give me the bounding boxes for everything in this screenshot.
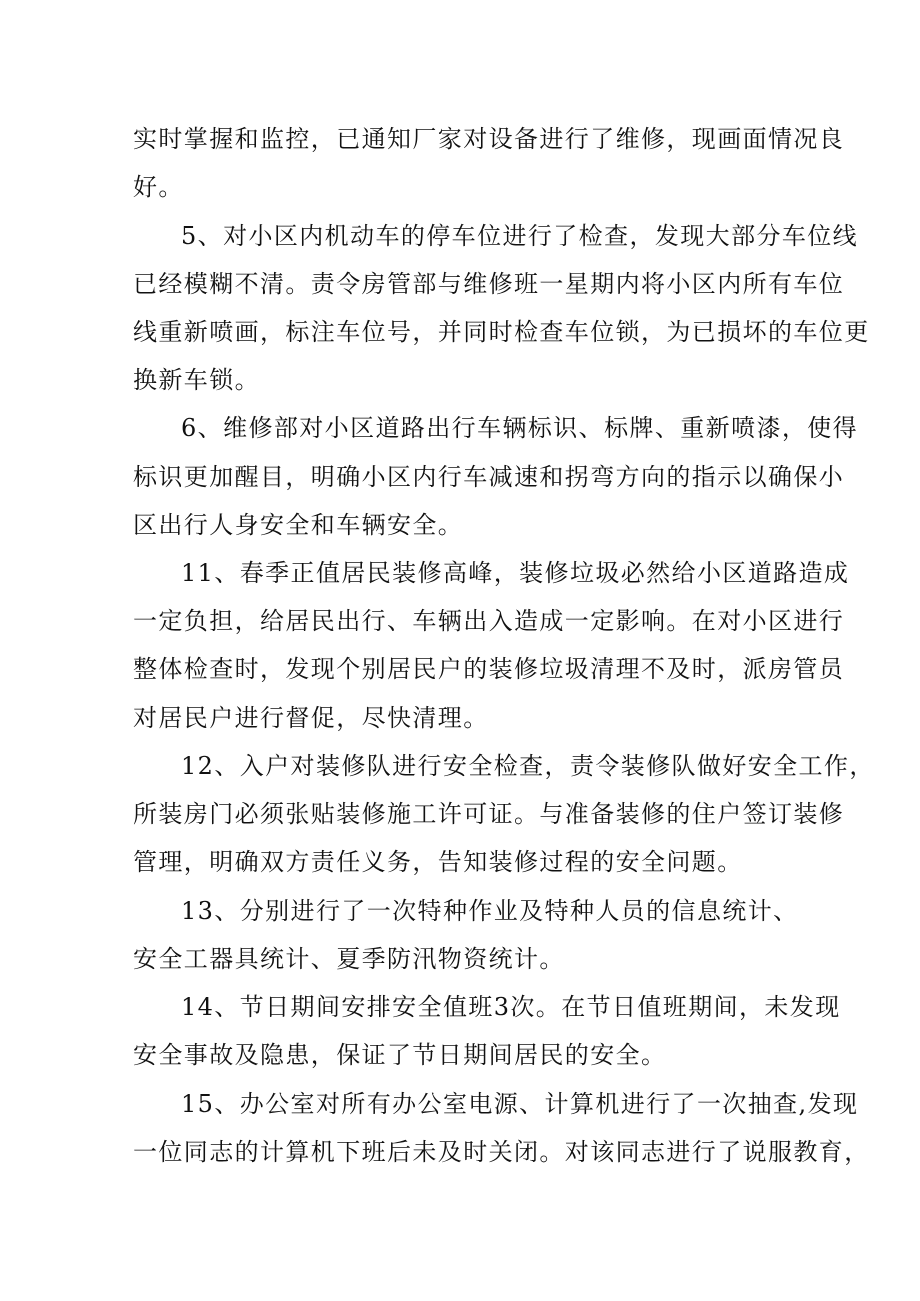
paragraph-line: 好。: [133, 173, 184, 201]
paragraph-line: 整体检查时，发现个别居民户的装修垃圾清理不及时，派房管员: [133, 655, 845, 683]
paragraph-line: 实时掌握和监控，已通知厂家对设备进行了维修，现画面情况良: [133, 125, 845, 153]
paragraph-line: 12、入户对装修队进行安全检查，责令装修队做好安全工作，: [181, 752, 875, 780]
paragraph-line: 6、维修部对小区道路出行车辆标识、标牌、重新喷漆，使得: [181, 414, 859, 442]
paragraph-line: 所装房门必须张贴装修施工许可证。与准备装修的住户签订装修: [133, 800, 845, 828]
paragraph-line: 14、节日期间安排安全值班3次。在节日值班期间，未发现: [181, 993, 841, 1021]
paragraph-line: 11、春季正值居民装修高峰，装修垃圾必然给小区道路造成: [181, 559, 850, 587]
paragraph-line: 线重新喷画，标注车位号，并同时检查车位锁，为已损坏的车位更: [133, 318, 870, 346]
paragraph-line: 管理，明确双方责任义务，告知装修过程的安全问题。: [133, 848, 743, 876]
paragraph-line: 一位同志的计算机下班后未及时关闭。对该同志进行了说服教育，: [133, 1138, 870, 1166]
paragraph-line: 已经模糊不清。责令房管部与维修班一星期内将小区内所有车位: [133, 270, 845, 298]
paragraph-line: 一定负担，给居民出行、车辆出入造成一定影响。在对小区进行: [133, 607, 845, 635]
paragraph-line: 5、对小区内机动车的停车位进行了检查，发现大部分车位线: [181, 222, 859, 250]
paragraph-line: 对居民户进行督促，尽快清理。: [133, 704, 489, 732]
paragraph-line: 安全工器具统计、夏季防汛物资统计。: [133, 945, 565, 973]
paragraph-line: 13、分别进行了一次特种作业及特种人员的信息统计、: [181, 897, 799, 925]
paragraph-line: 安全事故及隐患，保证了节日期间居民的安全。: [133, 1041, 667, 1069]
paragraph-line: 标识更加醒目，明确小区内行车减速和拐弯方向的指示以确保小: [133, 463, 845, 491]
paragraph-line: 换新车锁。: [133, 366, 260, 394]
paragraph-line: 区出行人身安全和车辆安全。: [133, 511, 464, 539]
paragraph-line: 15、办公室对所有办公室电源、计算机进行了一次抽查,发现: [181, 1090, 859, 1118]
